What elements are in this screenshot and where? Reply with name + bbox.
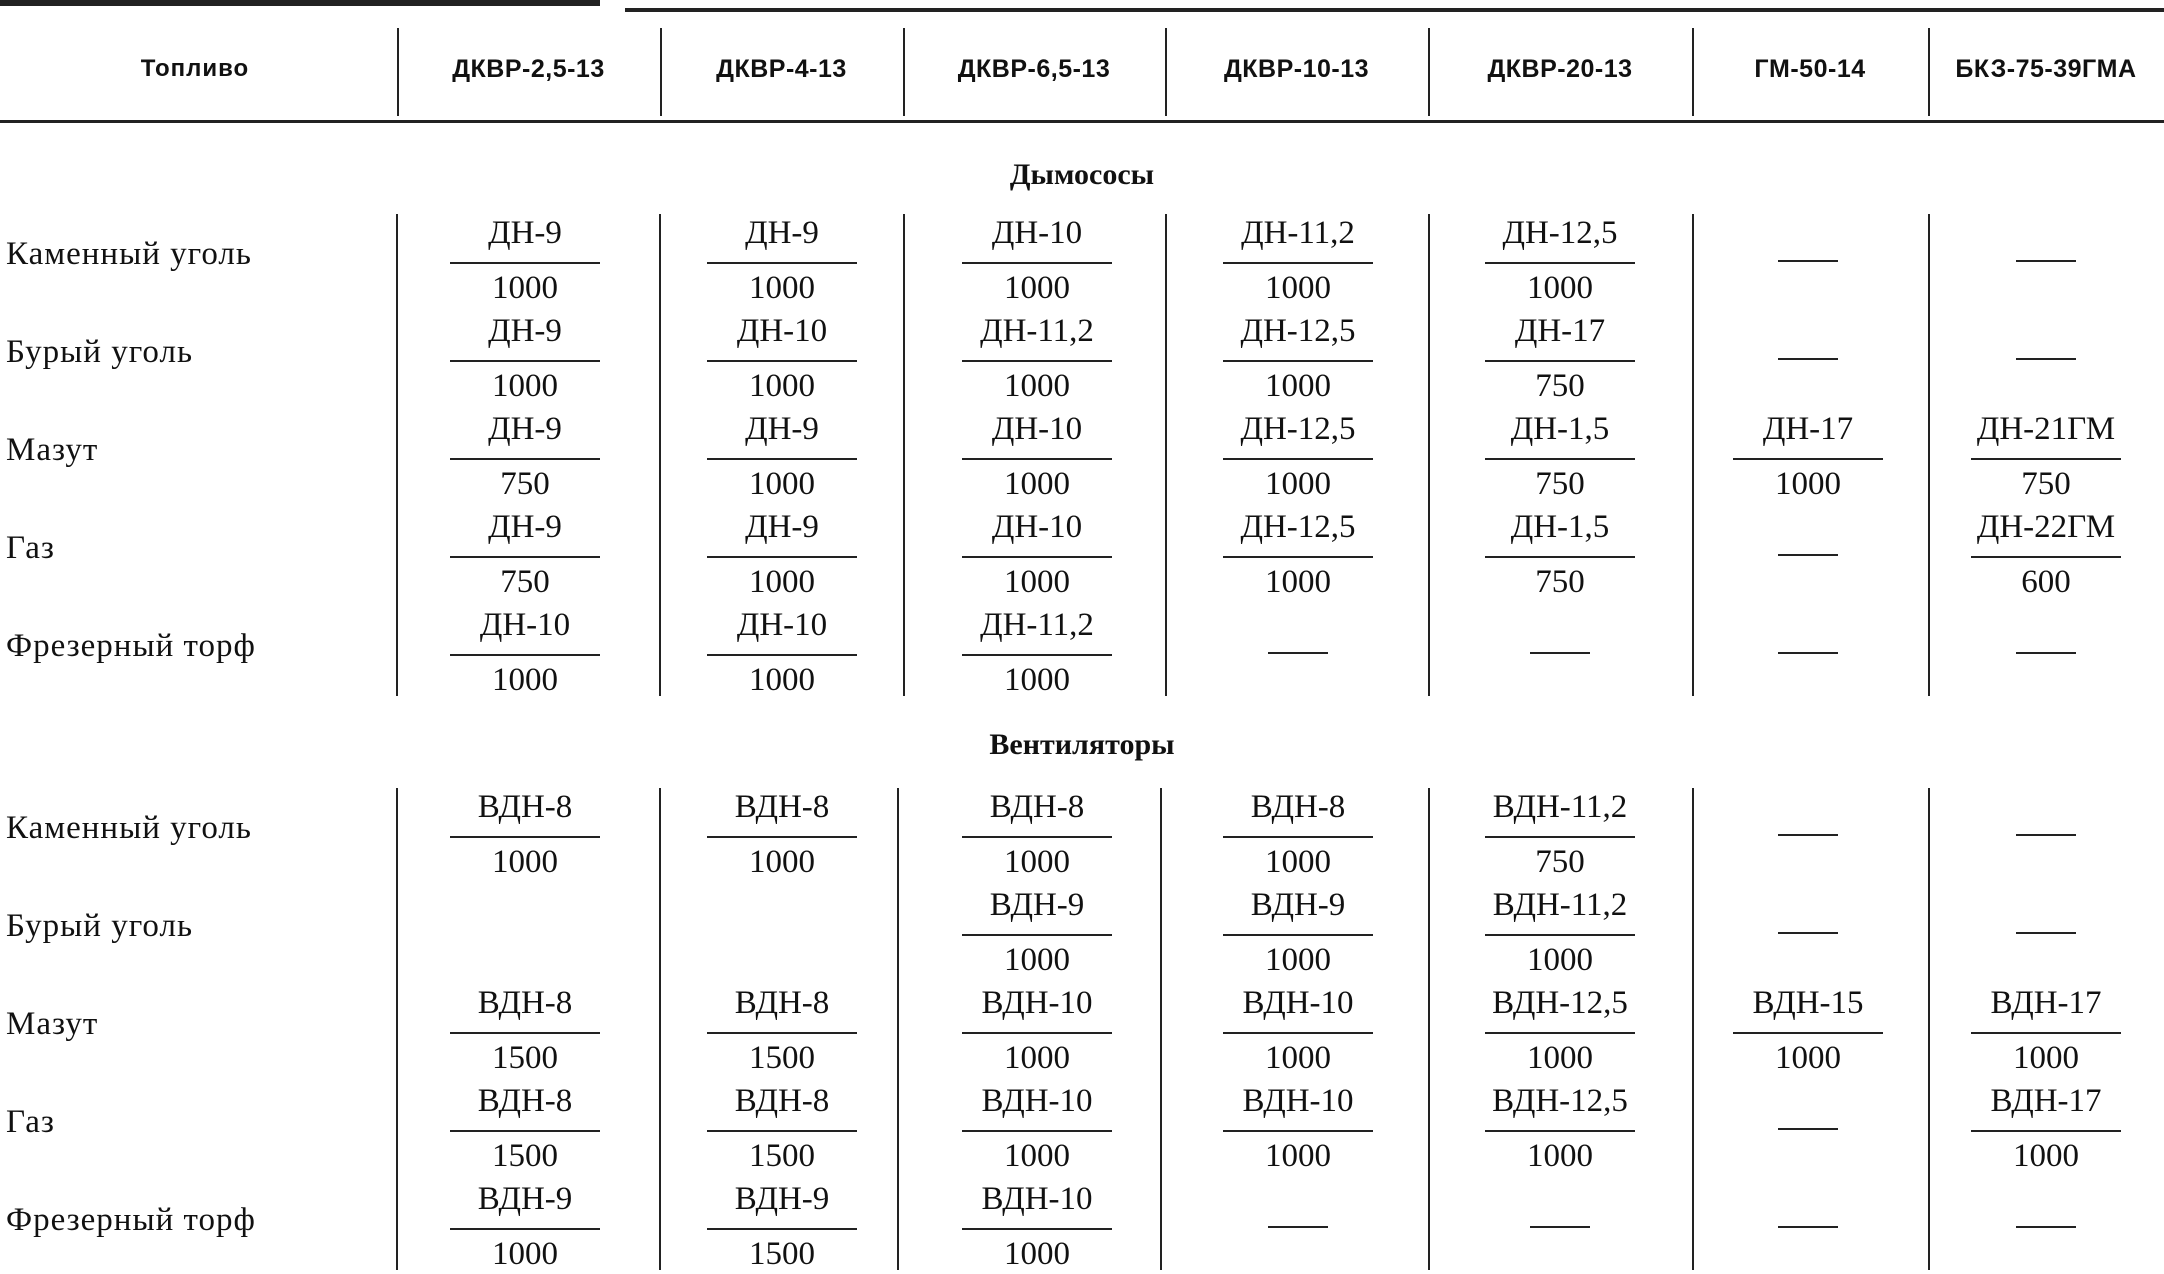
header-separator [1692, 28, 1694, 116]
fan-fraction-cell [952, 980, 1122, 1078]
not-applicable-dash [1778, 1128, 1838, 1130]
fan-model: ВДН-12,5 [1492, 985, 1628, 1021]
not-applicable-dash [1778, 932, 1838, 934]
rotation-speed: 1000 [492, 1236, 558, 1272]
fraction-bar [707, 1032, 857, 1034]
fan-fraction-cell [952, 308, 1122, 406]
fan-fraction-cell [1723, 406, 1893, 504]
fraction-bar [450, 262, 600, 264]
fan-fraction-cell [697, 784, 867, 882]
fan-model: ВДН-9 [1250, 887, 1346, 923]
fan-fraction-cell [440, 1176, 610, 1274]
fan-fraction-cell [1475, 980, 1645, 1078]
fan-fraction-cell [952, 406, 1122, 504]
fan-model: ВДН-8 [477, 985, 573, 1021]
column-separator [1160, 788, 1162, 1270]
top-rule-left [0, 0, 600, 6]
fraction-bar [450, 458, 600, 460]
fraction-bar [1223, 458, 1373, 460]
fan-model: ДН-11,2 [980, 313, 1094, 349]
fraction-bar [962, 1228, 1112, 1230]
rotation-speed: 750 [500, 564, 550, 600]
not-applicable-dash [1778, 358, 1838, 360]
label-gas: Газ [6, 530, 55, 566]
fan-model: ДН-10 [991, 411, 1083, 447]
label-hard-coal: Каменный уголь [6, 236, 252, 272]
fan-model: ВДН-8 [1250, 789, 1346, 825]
column-separator [1928, 214, 1930, 696]
rotation-speed: 1500 [749, 1138, 815, 1174]
fan-model: ДН-9 [488, 215, 562, 251]
fan-fraction-cell [952, 602, 1122, 700]
rotation-speed: 1000 [1265, 942, 1331, 978]
rotation-speed: 1000 [492, 270, 558, 306]
fan-fraction-cell [697, 980, 867, 1078]
fraction-bar [1485, 360, 1635, 362]
column-separator [1692, 788, 1694, 1270]
fraction-bar [1485, 458, 1635, 460]
fraction-bar [962, 1130, 1112, 1132]
fraction-bar [962, 836, 1112, 838]
fraction-bar [1733, 458, 1883, 460]
rotation-speed: 1000 [1265, 466, 1331, 502]
not-applicable-dash [2016, 1226, 2076, 1228]
fan-model: ВДН-10 [1242, 1083, 1354, 1119]
label-fuel-oil: Мазут [6, 1006, 99, 1042]
top-rule-right [625, 8, 2164, 12]
header-separator [1928, 28, 1930, 116]
fan-model: ВДН-9 [477, 1181, 573, 1217]
fraction-bar [1485, 1032, 1635, 1034]
column-separator [659, 214, 661, 696]
header-column-3: ДКВР-6,5-13 [957, 54, 1111, 83]
fan-fraction-cell [1961, 504, 2131, 602]
fan-fraction-cell [440, 504, 610, 602]
rotation-speed: 1000 [749, 844, 815, 880]
fan-fraction-cell [1213, 882, 1383, 980]
rotation-speed: 1000 [1265, 1138, 1331, 1174]
fraction-bar [1223, 360, 1373, 362]
fan-model: ВДН-8 [734, 1083, 830, 1119]
fan-model: ВДН-8 [477, 1083, 573, 1119]
column-separator [1165, 214, 1167, 696]
rotation-speed: 1000 [1004, 564, 1070, 600]
fraction-bar [962, 934, 1112, 936]
not-applicable-dash [1530, 1226, 1590, 1228]
fraction-bar [962, 262, 1112, 264]
fan-fraction-cell [1213, 308, 1383, 406]
fan-fraction-cell [440, 210, 610, 308]
fraction-bar [1223, 556, 1373, 558]
column-separator [903, 214, 905, 696]
header-separator [1165, 28, 1167, 116]
section-title-smoke-exhausters: Дымососы [1009, 158, 1155, 191]
fan-fraction-cell [1213, 504, 1383, 602]
label-fuel-oil: Мазут [6, 432, 99, 468]
rotation-speed: 1000 [1004, 942, 1070, 978]
header-fuel-label: Топливо [140, 55, 250, 82]
not-applicable-dash [2016, 260, 2076, 262]
fan-model: ВДН-11,2 [1492, 789, 1628, 825]
fan-fraction-cell [952, 1078, 1122, 1176]
fan-fraction-cell [697, 210, 867, 308]
fraction-bar [1485, 262, 1635, 264]
header-separator [1428, 28, 1430, 116]
fraction-bar [1223, 262, 1373, 264]
fan-model: ДН-10 [991, 509, 1083, 545]
rotation-speed: 1500 [749, 1236, 815, 1272]
fraction-bar [1223, 934, 1373, 936]
rotation-speed: 1000 [749, 466, 815, 502]
rotation-speed: 1000 [1004, 466, 1070, 502]
not-applicable-dash [2016, 652, 2076, 654]
header-column-2: ДКВР-4-13 [716, 54, 847, 83]
not-applicable-dash [1778, 1226, 1838, 1228]
label-gas: Газ [6, 1104, 55, 1140]
rotation-speed: 1000 [1004, 1138, 1070, 1174]
fan-fraction-cell [1213, 406, 1383, 504]
fraction-bar [1223, 1032, 1373, 1034]
rotation-speed: 750 [1535, 844, 1585, 880]
column-separator [897, 788, 899, 1270]
not-applicable-dash [1268, 652, 1328, 654]
column-separator [396, 788, 398, 1270]
fraction-bar [707, 654, 857, 656]
fraction-bar [1485, 556, 1635, 558]
fan-model: ДН-9 [488, 411, 562, 447]
fan-fraction-cell [440, 784, 610, 882]
rotation-speed: 1000 [492, 368, 558, 404]
column-separator [1928, 788, 1930, 1270]
rotation-speed: 1500 [492, 1138, 558, 1174]
fan-model: ДН-9 [488, 313, 562, 349]
fan-model: ВДН-17 [1990, 1083, 2102, 1119]
fraction-bar [707, 836, 857, 838]
fan-fraction-cell [440, 406, 610, 504]
fan-model: ДН-12,5 [1502, 215, 1618, 251]
fan-fraction-cell [1475, 784, 1645, 882]
fan-model: ДН-21ГМ [1976, 411, 2116, 447]
fan-fraction-cell [1213, 210, 1383, 308]
fan-fraction-cell [1475, 882, 1645, 980]
rotation-speed: 750 [1535, 564, 1585, 600]
fan-fraction-cell [697, 1176, 867, 1274]
header-bottom-rule [0, 120, 2164, 123]
fan-model: ДН-22ГМ [1976, 509, 2116, 545]
fan-model: ВДН-10 [981, 985, 1093, 1021]
rotation-speed: 1000 [749, 368, 815, 404]
label-milled-peat: Фрезерный торф [6, 628, 256, 664]
header-column-6: ГМ-50-14 [1754, 54, 1866, 83]
header-column-7: БКЗ-75-39ГМА [1955, 54, 2137, 83]
fan-fraction-cell [1475, 406, 1645, 504]
rotation-speed: 1000 [1265, 368, 1331, 404]
header-separator [903, 28, 905, 116]
rotation-speed: 1500 [749, 1040, 815, 1076]
fan-model: ВДН-8 [477, 789, 573, 825]
fraction-bar [962, 1032, 1112, 1034]
rotation-speed: 1000 [492, 662, 558, 698]
fan-fraction-cell [440, 980, 610, 1078]
fan-model: ДН-12,5 [1240, 313, 1356, 349]
fraction-bar [962, 556, 1112, 558]
fan-fraction-cell [1723, 980, 1893, 1078]
fan-fraction-cell [1213, 784, 1383, 882]
fan-model: ВДН-8 [989, 789, 1085, 825]
fan-model: ДН-10 [736, 607, 828, 643]
rotation-speed: 750 [1535, 466, 1585, 502]
not-applicable-dash [1778, 260, 1838, 262]
rotation-speed: 1000 [1004, 662, 1070, 698]
fraction-bar [962, 458, 1112, 460]
not-applicable-dash [2016, 932, 2076, 934]
not-applicable-dash [1778, 652, 1838, 654]
rotation-speed: 1000 [749, 662, 815, 698]
fan-model: ДН-17 [1762, 411, 1854, 447]
rotation-speed: 1000 [1527, 1138, 1593, 1174]
rotation-speed: 1000 [1004, 270, 1070, 306]
fan-fraction-cell [952, 210, 1122, 308]
fraction-bar [450, 1130, 600, 1132]
fan-fraction-cell [697, 504, 867, 602]
fraction-bar [450, 360, 600, 362]
rotation-speed: 1000 [749, 270, 815, 306]
header-separator [660, 28, 662, 116]
fraction-bar [1971, 1032, 2121, 1034]
fraction-bar [450, 654, 600, 656]
rotation-speed: 600 [2021, 564, 2071, 600]
fraction-bar [707, 1228, 857, 1230]
fraction-bar [1971, 556, 2121, 558]
fraction-bar [707, 556, 857, 558]
fan-model: ДН-9 [745, 411, 819, 447]
fan-model: ВДН-9 [734, 1181, 830, 1217]
fan-model: ВДН-17 [1990, 985, 2102, 1021]
column-separator [1692, 214, 1694, 696]
fan-fraction-cell [1213, 980, 1383, 1078]
fraction-bar [707, 360, 857, 362]
fraction-bar [707, 262, 857, 264]
column-separator [659, 788, 661, 1270]
fan-fraction-cell [697, 406, 867, 504]
fan-fraction-cell [440, 308, 610, 406]
fan-fraction-cell [697, 1078, 867, 1176]
fan-model: ДН-10 [991, 215, 1083, 251]
section-title-fans: Вентиляторы [989, 728, 1175, 761]
fraction-bar [450, 1228, 600, 1230]
not-applicable-dash [2016, 358, 2076, 360]
rotation-speed: 1000 [492, 844, 558, 880]
fan-model: ВДН-9 [989, 887, 1085, 923]
fan-model: ВДН-8 [734, 789, 830, 825]
fan-model: ДН-12,5 [1240, 509, 1356, 545]
rotation-speed: 1000 [1775, 466, 1841, 502]
fan-model: ДН-9 [745, 509, 819, 545]
fan-model: ВДН-8 [734, 985, 830, 1021]
fraction-bar [450, 836, 600, 838]
label-milled-peat: Фрезерный торф [6, 1202, 256, 1238]
not-applicable-dash [1778, 834, 1838, 836]
header-separator [397, 28, 399, 116]
fan-fraction-cell [952, 784, 1122, 882]
label-brown-coal: Бурый уголь [6, 908, 194, 944]
rotation-speed: 1000 [1004, 844, 1070, 880]
header-column-4: ДКВР-10-13 [1223, 54, 1370, 83]
fraction-bar [707, 458, 857, 460]
fan-fraction-cell [697, 602, 867, 700]
fraction-bar [962, 360, 1112, 362]
fan-model: ДН-10 [479, 607, 571, 643]
fan-model: ВДН-15 [1752, 985, 1864, 1021]
fan-model: ДН-1,5 [1510, 509, 1610, 545]
not-applicable-dash [1778, 554, 1838, 556]
fan-fraction-cell [1475, 504, 1645, 602]
fan-model: ВДН-11,2 [1492, 887, 1628, 923]
fraction-bar [1971, 458, 2121, 460]
fraction-bar [707, 1130, 857, 1132]
rotation-speed: 1000 [749, 564, 815, 600]
fan-model: ВДН-12,5 [1492, 1083, 1628, 1119]
fraction-bar [1223, 1130, 1373, 1132]
fan-model: ДН-17 [1514, 313, 1606, 349]
fan-model: ДН-11,2 [980, 607, 1094, 643]
not-applicable-dash [1530, 652, 1590, 654]
fraction-bar [962, 654, 1112, 656]
rotation-speed: 1000 [1265, 1040, 1331, 1076]
fan-model: ДН-12,5 [1240, 411, 1356, 447]
rotation-speed: 1000 [1004, 368, 1070, 404]
label-hard-coal: Каменный уголь [6, 810, 252, 846]
rotation-speed: 1000 [1265, 270, 1331, 306]
fan-fraction-cell [1961, 1078, 2131, 1176]
fraction-bar [1971, 1130, 2121, 1132]
fan-fraction-cell [952, 504, 1122, 602]
rotation-speed: 1000 [1004, 1236, 1070, 1272]
fan-model: ВДН-10 [1242, 985, 1354, 1021]
fan-model: ДН-11,2 [1241, 215, 1355, 251]
rotation-speed: 1000 [1527, 270, 1593, 306]
fan-fraction-cell [697, 308, 867, 406]
fan-fraction-cell [952, 1176, 1122, 1274]
rotation-speed: 1000 [1775, 1040, 1841, 1076]
not-applicable-dash [2016, 834, 2076, 836]
header-column-5: ДКВР-20-13 [1487, 54, 1633, 83]
fan-model: ДН-9 [488, 509, 562, 545]
fan-fraction-cell [440, 1078, 610, 1176]
rotation-speed: 750 [2021, 466, 2071, 502]
rotation-speed: 1000 [2013, 1138, 2079, 1174]
rotation-speed: 1000 [1527, 942, 1593, 978]
fan-fraction-cell [1961, 406, 2131, 504]
fan-model: ДН-9 [745, 215, 819, 251]
fan-fraction-cell [952, 882, 1122, 980]
fraction-bar [1485, 934, 1635, 936]
label-brown-coal: Бурый уголь [6, 334, 194, 370]
fan-fraction-cell [1961, 980, 2131, 1078]
fan-model: ДН-1,5 [1510, 411, 1610, 447]
fan-fraction-cell [1475, 308, 1645, 406]
fan-fraction-cell [1475, 210, 1645, 308]
rotation-speed: 1000 [2013, 1040, 2079, 1076]
rotation-speed: 1000 [1527, 1040, 1593, 1076]
fan-model: ВДН-10 [981, 1181, 1093, 1217]
rotation-speed: 1500 [492, 1040, 558, 1076]
fraction-bar [1485, 1130, 1635, 1132]
fan-model: ДН-10 [736, 313, 828, 349]
column-separator [1428, 214, 1430, 696]
rotation-speed: 750 [1535, 368, 1585, 404]
column-separator [396, 214, 398, 696]
column-separator [1428, 788, 1430, 1270]
fraction-bar [1485, 836, 1635, 838]
fan-fraction-cell [1213, 1078, 1383, 1176]
rotation-speed: 1000 [1265, 844, 1331, 880]
rotation-speed: 1000 [1004, 1040, 1070, 1076]
fraction-bar [1223, 836, 1373, 838]
rotation-speed: 1000 [1265, 564, 1331, 600]
fraction-bar [450, 1032, 600, 1034]
rotation-speed: 750 [500, 466, 550, 502]
fan-model: ВДН-10 [981, 1083, 1093, 1119]
not-applicable-dash [1268, 1226, 1328, 1228]
header-column-1: ДКВР-2,5-13 [452, 54, 605, 83]
fan-fraction-cell [440, 602, 610, 700]
fan-fraction-cell [1475, 1078, 1645, 1176]
fraction-bar [450, 556, 600, 558]
fraction-bar [1733, 1032, 1883, 1034]
